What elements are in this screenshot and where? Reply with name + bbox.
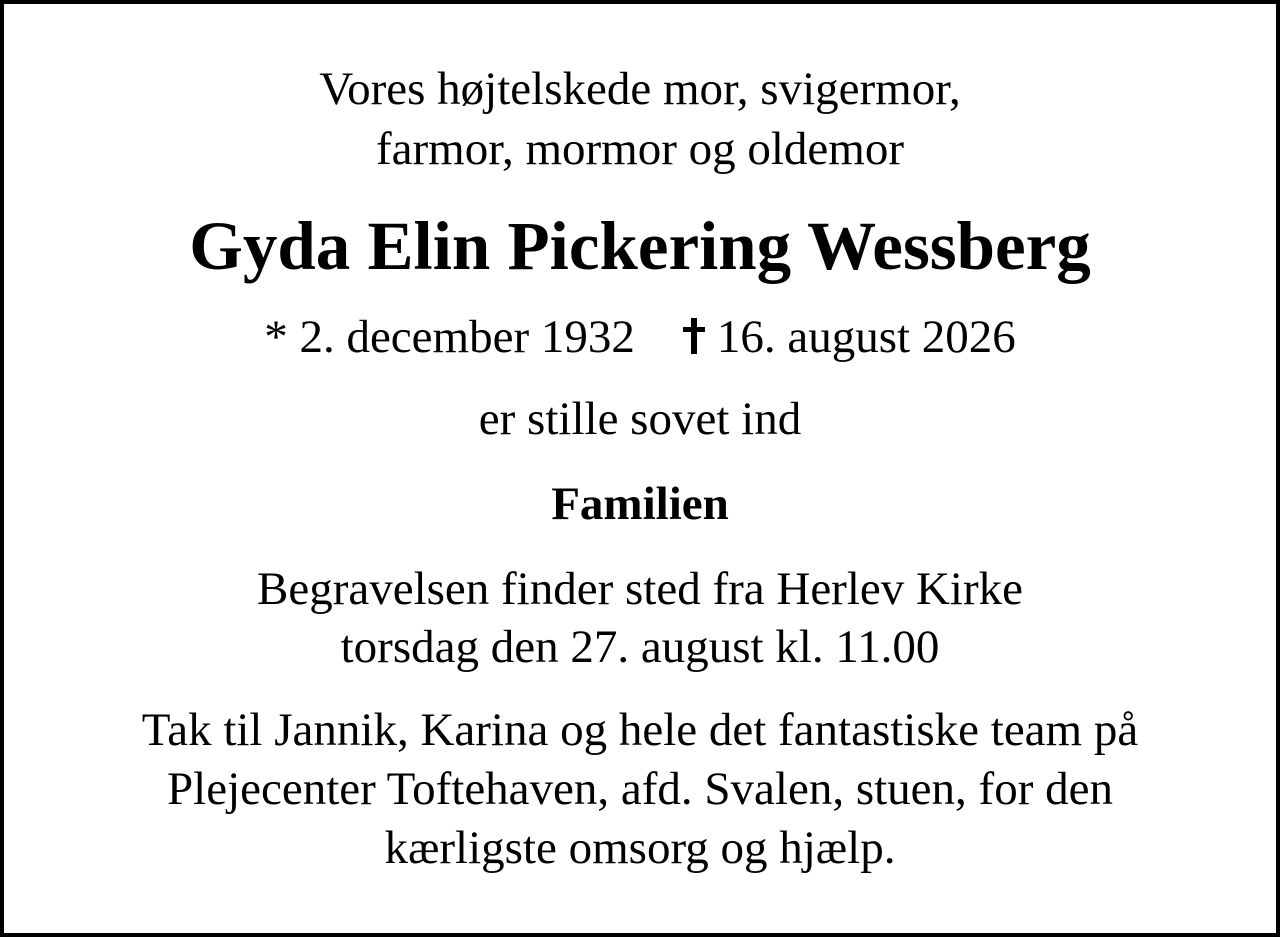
life-dates [4,311,1276,363]
intro-line-2: farmor, mormor og oldemor [375,123,905,175]
funeral-line-1: Begravelsen finder sted fra Herlev Kirke [256,563,1024,615]
intro-line-1: Vores højtelskede mor, svigermor, [319,63,961,115]
deceased-name: Gyda Elin Pickering Wessberg [189,208,1091,284]
thanks-line-3: kærligste omsorg og hjælp. [384,822,896,874]
cross-icon [683,318,705,354]
signature: Familien [551,478,729,530]
passing-text: er stille sovet ind [478,393,802,445]
thanks-line-1: Tak til Jannik, Karina og hele det fantastiske team på [141,704,1139,756]
funeral-line-2: torsdag den 27. august kl. 11.00 [340,621,940,673]
thanks-line-2: Plejecenter Toftehaven, afd. Svalen, stuen, for den [167,763,1113,815]
birth-date: * 2. december 1932 [264,311,635,363]
death-date: 16. august 2026 [716,311,1016,363]
